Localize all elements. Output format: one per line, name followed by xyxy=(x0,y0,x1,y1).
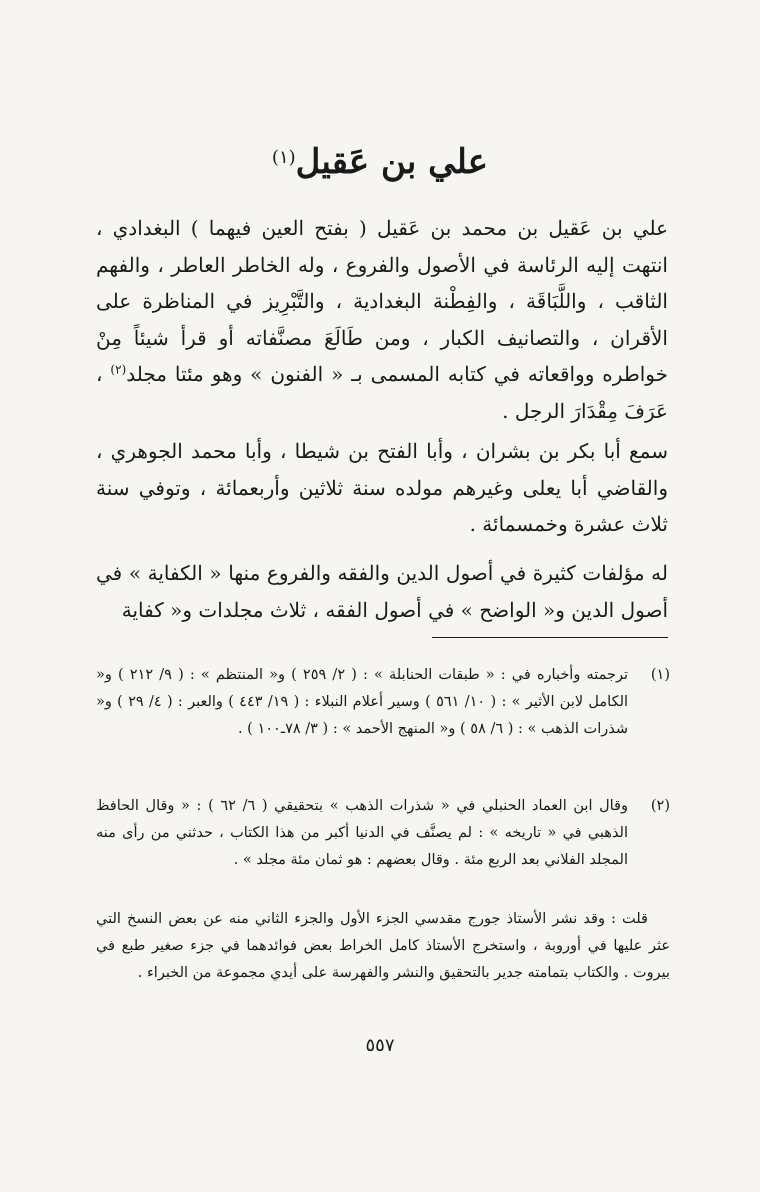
paragraph-biography xyxy=(96,210,668,429)
biography-text-end: ، عَرَفَ مِقْدَارَ الرجل . xyxy=(96,362,668,423)
page-title xyxy=(0,138,760,186)
footnote-1 xyxy=(96,662,670,743)
page-number: ٥٥٧ xyxy=(365,1035,395,1056)
footnote-2-number: (٢) xyxy=(650,798,670,814)
footnote-1-number: (١) xyxy=(650,667,670,683)
paragraph-works: له مؤلفات كثيرة في أصول الدين والفقه والفروع منها « الكفاية » في أصول الدين و« الواضح » في أصول الفقه ، ثلاث مجلدات و« كفاية xyxy=(96,561,668,622)
title-text: علي بن عَقيل xyxy=(295,142,489,182)
footnote-1-text: ترجمته وأخباره في : « طبقات الحنابلة » : ( ٢/ ٢٥٩ ) و« المنتظم » : ( ٩/ ٢١٢ ) و« الكامل لابن الأثير » : ( ١٠/ ٥٦١ ) وسير أعلام النبلاء : ( ١٩/ ٤٤٣ ) والعبر : ( ٤/ ٢٩ ) و« شذرات الذهب » : ( ٦/ ٥٨ ) و« المنهج الأحمد » : ( ٣/ ٧٨ـ١٠٠ ) . xyxy=(96,667,629,737)
paragraph-teachers: سمع أبا بكر بن بشران ، وأبا الفتح بن شيطا ، وأبا محمد الجوهري ، والقاضي أبا يعلى وغيرهم مولده سنة ثلاثين وأربعمائة ، وتوفي سنة ثلاث عشرة وخمسمائة . xyxy=(96,439,668,536)
title-footnote-ref: (١) xyxy=(271,147,296,168)
footnote-ref-2: (٢) xyxy=(110,362,127,377)
footnote-editor-note xyxy=(96,906,670,987)
editor-note-text: قلت : وقد نشر الأستاذ جورج مقدسي الجزء الأول والجزء الثاني منه عن بعض النسخ التي عثر عليها في أوروبة ، واستخرج الأستاذ كامل الخراط بعض فوائدهما في جزء صغير طبع في بيروت . والكتاب بتمامته جدير بالتحقيق والنشر والفهرسة على أيدي مجموعة من الخبراء . xyxy=(96,911,670,981)
biography-text: علي بن عَقيل بن محمد بن عَقيل ( بفتح العين فيهما ) البغدادي ، انتهت إليه الرئاسة في الأصول والفروع ، وله الخاطر العاطر ، والفهم الثاقب ، واللَّبَاقَة ، والفِطْنة البغدادية ، والتَّبْرِيز في المناظرة على الأقران ، والتصانيف الكبار ، ومن طَالَعَ مصنَّفاته أو قرأ شيئاً مِنْ خواطره وواقعاته في كتابه المسمى بـ « الفنون » وهو مئتا مجلد xyxy=(96,216,668,386)
footnote-2-text: وقال ابن العماد الحنبلي في « شذرات الذهب » بتحقيقي ( ٦/ ٦٢ ) : « وقال الحافظ الذهبي في « تاريخه » : لم يصنَّف في الدنيا أكبر من هذا الكتاب ، حدثني من رأى منه المجلد الفلاني بعد الربع مئة . وقال بعضهم : هو ثمان مئة مجلد » . xyxy=(96,798,628,868)
footnote-divider xyxy=(432,637,668,638)
footnote-2 xyxy=(96,793,670,874)
